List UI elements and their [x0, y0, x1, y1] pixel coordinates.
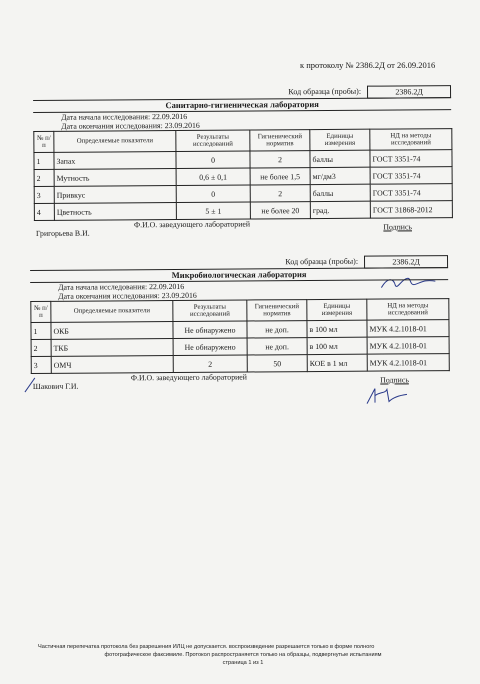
- indicator-name: Цветность: [54, 203, 176, 221]
- column-header: Единицы измерения: [307, 299, 367, 320]
- signature-label: Подпись: [380, 375, 409, 385]
- result-value: 0,6 ± 0,1: [176, 168, 250, 186]
- sanitary-lab-section: [33, 85, 452, 237]
- lab-title: Санитарно-гигиеническая лаборатория: [33, 97, 451, 113]
- indicator-name: ОКБ: [51, 322, 173, 340]
- results-table: [33, 128, 453, 221]
- footer-line: фотографическое факсимиле. Протокол распространяется только на образцы, подвергнутые испытаниям: [104, 652, 382, 658]
- norm-value: 50: [247, 355, 307, 372]
- method-value: ГОСТ 3351-74: [370, 150, 452, 168]
- footer-note: [38, 643, 448, 667]
- row-number: 2: [31, 339, 51, 356]
- signature-row: [34, 218, 452, 237]
- norm-value: не более 20: [250, 202, 310, 219]
- column-header: Единицы измерения: [310, 129, 370, 150]
- start-date: Дата начала исследования: 22.09.2016: [61, 111, 188, 122]
- column-header: Результаты исследований: [173, 300, 247, 322]
- norm-value: 2: [250, 151, 310, 168]
- protocol-reference: к протоколу № 2386.2Д от 26.09.2016: [300, 60, 436, 70]
- table-row: [31, 354, 449, 374]
- page-counter: страница 1 из 1: [222, 660, 264, 666]
- sample-code-label: Код образца (пробы):: [285, 256, 359, 267]
- sample-code-value: 2386.2Д: [364, 255, 448, 269]
- norm-value: 2: [250, 185, 310, 202]
- column-header: № п/п: [31, 301, 51, 322]
- column-header: Гигиенический норматив: [247, 300, 307, 321]
- unit-value: в 100 мл: [307, 337, 367, 354]
- signature-label: Подпись: [383, 222, 413, 232]
- micro-lab-section: [30, 255, 449, 390]
- column-header: НД на методы исследований: [367, 299, 449, 321]
- unit-value: КОЕ в 1 мл: [307, 354, 367, 371]
- end-date: Дата окончания исследования: 23.09.2016: [58, 290, 197, 301]
- result-value: Не обнаружено: [173, 338, 247, 356]
- unit-value: мг/дм3: [310, 167, 370, 184]
- unit-value: в 100 мл: [307, 320, 367, 337]
- handwritten-signature: [361, 385, 411, 405]
- column-header: НД на методы исследований: [370, 129, 452, 151]
- method-value: ГОСТ 31868-2012: [370, 201, 452, 219]
- indicator-name: Запах: [54, 152, 176, 170]
- results-table: [30, 298, 449, 374]
- row-number: 4: [34, 203, 54, 220]
- sample-code-row: [33, 85, 451, 100]
- start-date: Дата начала исследования: 22.09.2016: [58, 281, 185, 292]
- head-label: Ф.И.О. заведующего лабораторией: [133, 219, 251, 230]
- lab-title: Микробиологическая лаборатория: [30, 267, 448, 283]
- head-name: Григорьева В.И.: [35, 228, 90, 238]
- method-value: МУК 4.2.1018-01: [367, 320, 449, 338]
- method-value: МУК 4.2.1018-01: [367, 337, 449, 355]
- unit-value: баллы: [310, 150, 370, 167]
- head-label: Ф.И.О. заведующего лабораторией: [130, 372, 247, 383]
- table-header-row: [31, 299, 449, 323]
- table-row: [34, 201, 452, 221]
- norm-value: не доп.: [247, 321, 307, 338]
- indicator-name: ТКБ: [51, 339, 173, 357]
- row-number: 3: [34, 186, 54, 203]
- unit-value: град.: [310, 201, 370, 218]
- row-number: 1: [34, 152, 54, 169]
- sample-code-value: 2386.2Д: [367, 85, 451, 99]
- table-header-row: [34, 129, 452, 153]
- sample-code-label: Код образца (пробы):: [288, 86, 362, 97]
- footer-line: Частичная перепечатка протокола без разрешения ИЛЦ не допускается. воспроизведение разрешается только в форме полного: [38, 644, 375, 650]
- result-value: 5 ± 1: [176, 202, 250, 220]
- end-date: Дата окончания исследования: 23.09.2016: [61, 120, 200, 131]
- column-header: Определяемые показатели: [54, 131, 176, 153]
- result-value: 2: [173, 355, 247, 373]
- method-value: МУК 4.2.1018-01: [367, 354, 449, 372]
- method-value: ГОСТ 3351-74: [370, 184, 452, 202]
- column-header: Определяемые показатели: [51, 301, 173, 323]
- indicator-name: Привкус: [54, 186, 176, 204]
- column-header: № п/п: [34, 131, 54, 152]
- result-value: 0: [176, 185, 250, 203]
- row-number: 3: [31, 356, 51, 373]
- result-value: Не обнаружено: [173, 321, 247, 339]
- result-value: 0: [176, 151, 250, 169]
- norm-value: не более 1,5: [250, 168, 310, 185]
- row-number: 2: [34, 169, 54, 186]
- method-value: ГОСТ 3351-74: [370, 167, 452, 185]
- column-header: Результаты исследований: [176, 130, 250, 152]
- indicator-name: ОМЧ: [51, 356, 173, 374]
- indicator-name: Мутность: [54, 169, 176, 187]
- head-name: Шакович Г.И.: [32, 381, 79, 391]
- pen-mark: [23, 376, 53, 394]
- row-number: 1: [31, 322, 51, 339]
- sample-code-row: [30, 255, 448, 270]
- column-header: Гигиенический норматив: [250, 130, 310, 151]
- norm-value: не доп.: [247, 338, 307, 355]
- unit-value: баллы: [310, 184, 370, 201]
